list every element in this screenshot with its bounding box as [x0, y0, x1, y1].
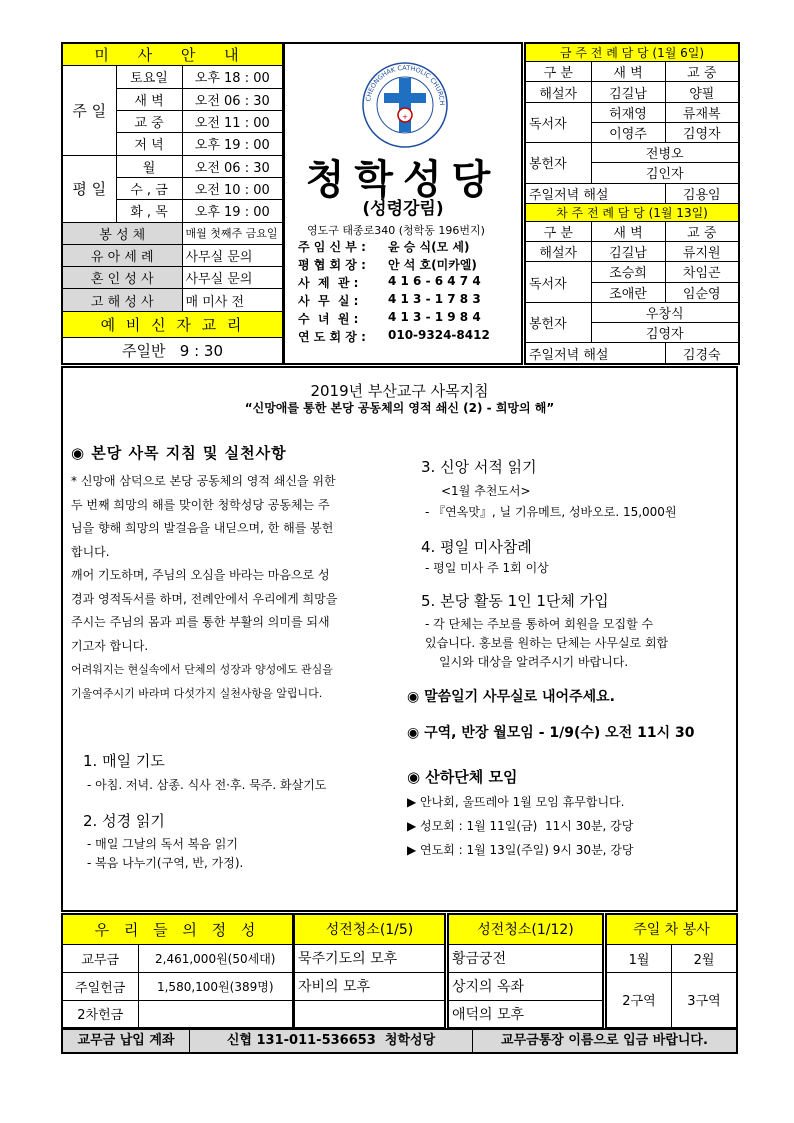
groups-title: ◉ 산하단체 모임	[407, 768, 518, 786]
item3-body: - 『연옥맛』, 닐 기유메트, 성바오로. 15,000원	[425, 505, 677, 519]
item2-body: - 복음 나누기(구역, 반, 가정).	[87, 856, 244, 870]
offering-label: 2차헌금	[62, 1000, 138, 1028]
item5-body: 있습니다. 홍보를 원하는 단체는 사무실로 회합	[425, 636, 669, 650]
sacrament-value: 사무실 문의	[182, 267, 283, 289]
mass-day: 월	[116, 155, 182, 177]
catechism-value: 주일반 9 : 30	[62, 338, 283, 364]
contact-row	[298, 310, 520, 328]
notice-2: ◉ 구역, 반장 월모임 - 1/9(수) 오전 11시 30	[407, 725, 695, 741]
intro-line: 어려워지는 현실속에서 단체의 성장과 양성에도 관심을	[71, 663, 333, 676]
person-name: 전병오	[591, 143, 739, 163]
person-name: 류재복	[665, 102, 739, 122]
item5-title: 5. 본당 활동 1인 1단체 가입	[421, 592, 609, 610]
intro-line: 합니다.	[71, 544, 110, 559]
role-label: 주일저녁 해설	[525, 343, 665, 364]
notice-1: ◉ 말씀일기 사무실로 내어주세요.	[407, 689, 615, 705]
role-label: 해설자	[525, 242, 591, 262]
person-name: 허재영	[591, 102, 665, 122]
next-week-header: 차 주 전 례 담 당 (1월 13일)	[525, 203, 739, 221]
parking-month: 1월	[606, 944, 672, 972]
parking-header: 주일 차 봉사	[606, 914, 737, 944]
church-info-panel	[283, 42, 523, 365]
mass-time: 오전 06 : 30	[182, 88, 283, 110]
svg-text:CHEONGHAK CATHOLIC CHURCH: CHEONGHAK CATHOLIC CHURCH	[364, 63, 447, 106]
svg-text:+: +	[402, 113, 408, 121]
role-label: 주일저녁 해설	[525, 183, 665, 203]
footer-account: 신협 131-011-536653 청학성당	[190, 1030, 473, 1052]
parking-duty-table	[605, 913, 738, 1029]
person-name: 양필	[665, 82, 739, 102]
intro-line: * 신망애 삼덕으로 본당 공동체의 영적 쇄신을 위한	[71, 474, 336, 488]
contact-value: 4 1 3 - 1 9 8 4	[388, 310, 481, 324]
church-logo-icon	[360, 60, 450, 150]
mass-time: 오전 06 : 30	[182, 155, 283, 177]
cleaning-group: 황금궁전	[448, 944, 603, 972]
item5-body: 일시와 대상을 알려주시기 바랍니다.	[439, 655, 629, 669]
sunday-label: 주 일	[62, 66, 116, 155]
offering-label: 교무금	[62, 944, 138, 972]
intro-line: 님을 향해 희망의 발걸음을 내딛으며, 한 해를 봉헌	[71, 521, 334, 535]
person-name: 이영주	[591, 122, 665, 142]
person-name: 김영자	[591, 323, 739, 343]
item1-body: - 아침. 저녁. 삼종. 식사 전·후. 묵주. 화살기도	[87, 778, 327, 792]
column-header: 새 벽	[591, 221, 665, 241]
cleaning-group: 애덕의 모후	[448, 1000, 603, 1028]
contact-label: 평 협 회 장 :	[298, 258, 366, 272]
contact-value: 4 1 3 - 1 7 8 3	[388, 292, 481, 306]
item2-title: 2. 성경 읽기	[83, 812, 165, 830]
contact-label: 연 도 회 장 :	[298, 330, 366, 344]
cleaning-group: 자비의 모후	[294, 972, 445, 1000]
offerings-table	[61, 913, 294, 1029]
parking-month: 2월	[672, 944, 738, 972]
contact-label: 사 제 관 :	[298, 276, 359, 290]
cleaning-group: 상지의 옥좌	[448, 972, 603, 1000]
intro-text	[71, 470, 391, 705]
contact-value: 윤 승 식(모 세)	[388, 240, 470, 254]
section-title: ◉ 본당 사목 지침 및 실천사항	[71, 444, 287, 462]
item3-body: <1월 추천도서>	[441, 484, 531, 498]
church-name: 청학성당	[305, 157, 501, 203]
person-name: 김인자	[591, 163, 739, 183]
intro-line: 기고자 합니다.	[71, 638, 149, 653]
column-header: 구 분	[525, 62, 591, 82]
mass-time: 오후 19 : 00	[182, 133, 283, 155]
offering-value: 1,580,100원(389명)	[138, 972, 293, 1000]
mass-day: 수 , 금	[116, 177, 182, 199]
mass-day: 저 녁	[116, 133, 182, 155]
offering-value: 2,461,000원(50세대)	[138, 944, 293, 972]
mass-day: 교 중	[116, 110, 182, 132]
intro-line: 기울여주시기 바라며 다섯가지 실천사항을 알립니다.	[71, 686, 323, 700]
offering-label: 주일헌금	[62, 972, 138, 1000]
person-name: 우창식	[591, 302, 739, 322]
mass-schedule-table	[61, 42, 284, 365]
contact-row	[298, 256, 520, 274]
contact-label: 수 녀 원 :	[298, 312, 359, 326]
person-name: 김길남	[591, 242, 665, 262]
offerings-header: 우 리 들 의 정 성	[62, 914, 293, 944]
person-name: 조애란	[591, 282, 665, 302]
sacrament-value: 사무실 문의	[182, 244, 283, 266]
pastoral-title: 2019년 부산교구 사목지침	[310, 382, 489, 400]
footer-bar	[61, 1028, 738, 1054]
group-item: ▶ 안나회, 울뜨레아 1월 모임 휴무합니다.	[407, 795, 625, 809]
person-name: 차임곤	[665, 262, 739, 282]
contact-list	[298, 238, 520, 346]
pastoral-subtitle: “신망애를 통한 본당 공동체의 영적 쇄신 (2) - 희망의 해”	[244, 401, 555, 415]
person-name: 김용임	[665, 183, 739, 203]
item4-title: 4. 평일 미사참례	[421, 538, 532, 556]
person-name: 김경숙	[665, 343, 739, 364]
contact-label: 사 무 실 :	[298, 294, 359, 308]
column-header: 교 중	[665, 221, 739, 241]
person-name: 김영자	[665, 122, 739, 142]
sacrament-value: 매월 첫째주 금요일	[182, 222, 283, 244]
sacrament-label: 유 아 세 례	[62, 244, 182, 266]
cleaning-group	[294, 1000, 445, 1028]
catechism-header: 예 비 신 자 교 리	[62, 311, 283, 337]
pastoral-panel	[61, 366, 738, 912]
mass-time: 오후 19 : 00	[182, 200, 283, 222]
role-label: 독서자	[525, 262, 591, 302]
parking-zone: 2구역	[606, 972, 672, 1028]
item3-title: 3. 신앙 서적 읽기	[421, 458, 537, 476]
column-header: 구 분	[525, 221, 591, 241]
column-header: 새 벽	[591, 62, 665, 82]
contact-row	[298, 292, 520, 310]
column-header: 교 중	[665, 62, 739, 82]
church-address: 영도구 태종로340 (청학동 196번지)	[307, 224, 485, 237]
mass-time: 오전 11 : 00	[182, 110, 283, 132]
footer-label: 교무금 납입 계좌	[63, 1030, 190, 1052]
role-label: 봉헌자	[525, 143, 591, 183]
item1-title: 1. 매일 기도	[83, 752, 165, 770]
item4-body: - 평일 미사 주 1회 이상	[425, 561, 549, 575]
role-label: 해설자	[525, 82, 591, 102]
person-name: 임순영	[665, 282, 739, 302]
contact-row	[298, 328, 520, 346]
footer-note: 교무금통장 이름으로 입금 바랍니다.	[501, 1033, 708, 1048]
person-name: 조승희	[591, 262, 665, 282]
intro-line: 경과 영적독서를 하며, 전례안에서 우리에게 희망을	[71, 591, 338, 606]
role-label: 독서자	[525, 102, 591, 142]
liturgy-duty-table	[524, 42, 740, 365]
offering-value	[138, 1000, 293, 1028]
mass-day: 화 , 목	[116, 200, 182, 222]
contact-value: 안 석 호(미카엘)	[388, 258, 477, 272]
weekday-label: 평 일	[62, 155, 116, 222]
group-item: ▶ 성모회 : 1월 11일(금) 11시 30분, 강당	[407, 819, 634, 833]
role-label: 봉헌자	[525, 302, 591, 342]
this-week-header: 금 주 전 례 담 당 (1월 6일)	[525, 43, 739, 62]
intro-line: 깨어 기도하며, 주님의 오심을 바라는 마음으로 성	[71, 568, 330, 582]
cleaning-group: 묵주기도의 모후	[294, 944, 445, 972]
group-item: ▶ 연도회 : 1월 13일(주일) 9시 30분, 강당	[407, 843, 634, 857]
sacrament-label: 혼 인 성 사	[62, 267, 182, 289]
sacrament-label: 고 해 성 사	[62, 289, 182, 311]
item2-body: - 매일 그날의 독서 복음 읽기	[87, 837, 238, 851]
mass-day: 토요일	[116, 66, 182, 88]
intro-line: 주시는 주님의 몸과 피를 통한 부활의 의미를 되새	[71, 615, 330, 629]
person-name: 김길남	[591, 82, 665, 102]
cleaning-table-2	[447, 913, 604, 1029]
mass-time: 오후 18 : 00	[182, 66, 283, 88]
sacrament-value: 매 미사 전	[182, 289, 283, 311]
cleaning-table-1	[293, 913, 446, 1029]
mass-header: 미 사 안 내	[62, 43, 283, 66]
contact-row	[298, 274, 520, 292]
item5-body: - 각 단체는 주보를 통하여 회원을 모집할 수	[425, 617, 654, 631]
sacrament-label: 봉 성 체	[62, 222, 182, 244]
intro-line: 두 번째 희망의 해를 맞이한 청학성당 공동체는 주	[71, 497, 330, 512]
cleaning-header: 성전청소(1/5)	[294, 914, 445, 944]
mass-day: 새 벽	[116, 88, 182, 110]
contact-value: 010-9324-8412	[388, 328, 490, 342]
mass-time: 오전 10 : 00	[182, 177, 283, 199]
cleaning-header: 성전청소(1/12)	[448, 914, 603, 944]
parking-zone: 3구역	[672, 972, 738, 1028]
person-name: 류지원	[665, 242, 739, 262]
church-subtitle: (성령강림)	[362, 199, 444, 219]
contact-row	[298, 238, 520, 256]
contact-label: 주 임 신 부 :	[298, 240, 366, 254]
contact-value: 4 1 6 - 6 4 7 4	[388, 274, 481, 288]
